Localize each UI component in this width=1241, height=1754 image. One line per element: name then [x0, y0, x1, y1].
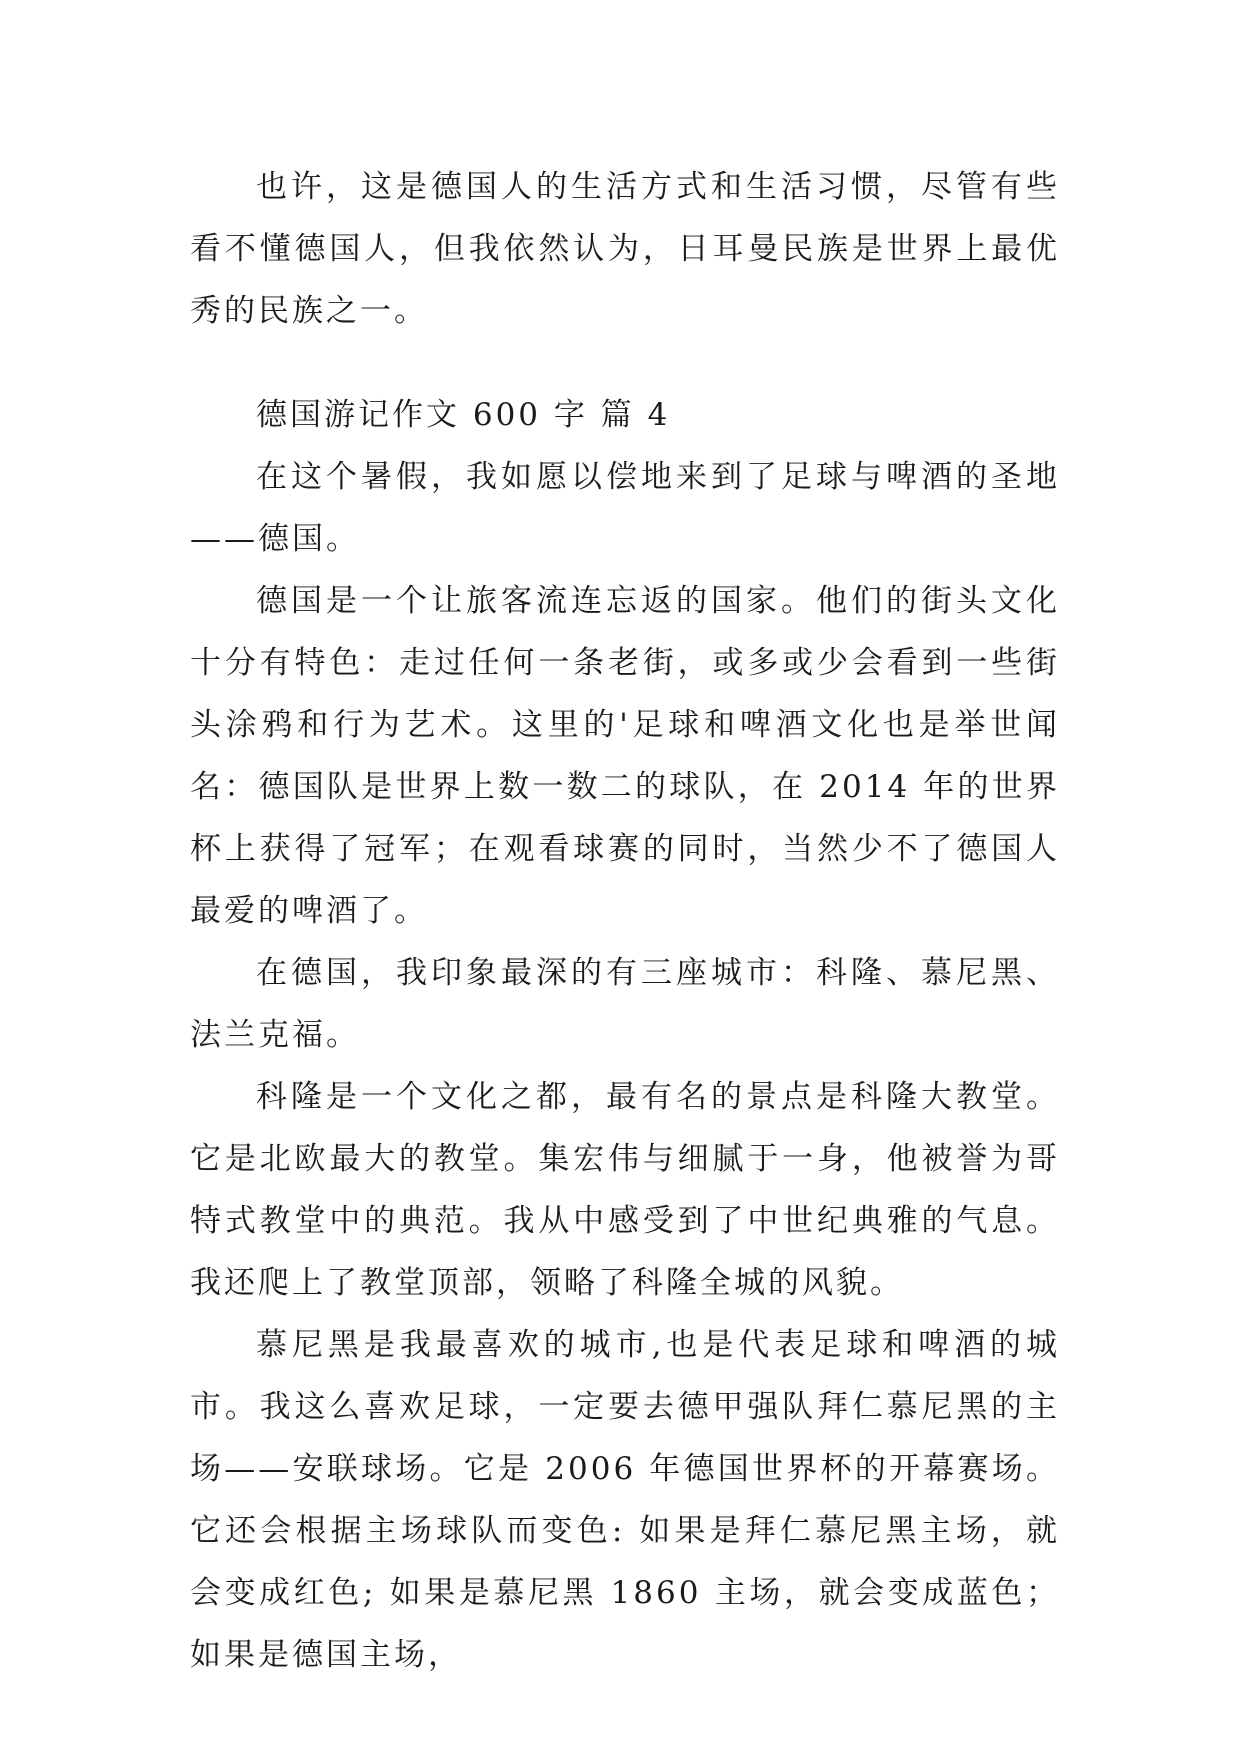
section-title: 德国游记作文 600 字 篇 4 [256, 397, 671, 433]
intro-section [190, 156, 1060, 342]
paragraph-4: 科隆是一个文化之都，最有名的景点是科隆大教堂。它是北欧最大的教堂。集宏伟与细腻于一身，他被誉为哥特式教堂中的典范。我从中感受到了中世纪典雅的气息。我还爬上了教堂顶部，领略了科隆全城的风貌。 [190, 1079, 1060, 1301]
essay-section [190, 384, 1060, 1686]
paragraph-5: 慕尼黑是我最喜欢的城市,也是代表足球和啤酒的城市。我这么喜欢足球，一定要去德甲强队拜仁慕尼黑的主场——安联球场。它是 2006 年德国世界杯的开幕赛场。它还会根据主场球队而变色: 如果是拜仁慕尼黑主场，就会变成红色; 如果是慕尼黑 1860 主场，就会变成蓝色；如果是德国主场， [190, 1327, 1060, 1673]
paragraph-1: 在这个暑假，我如愿以偿地来到了足球与啤酒的圣地——德国。 [190, 459, 1060, 557]
paragraph-2: 德国是一个让旅客流连忘返的国家。他们的街头文化十分有特色：走过任何一条老街，或多或少会看到一些街头涂鸦和行为艺术。这里的'足球和啤酒文化也是举世闻名：德国队是世界上数一数二的球队，在 2014 年的世界杯上获得了冠军；在观看球赛的同时，当然少不了德国人最爱的啤酒了。 [190, 583, 1060, 929]
paragraph-3: 在德国，我印象最深的有三座城市：科隆、慕尼黑、法兰克福。 [190, 955, 1060, 1053]
intro-paragraph: 也许，这是德国人的生活方式和生活习惯，尽管有些看不懂德国人，但我依然认为，日耳曼民族是世界上最优秀的民族之一。 [190, 169, 1060, 329]
